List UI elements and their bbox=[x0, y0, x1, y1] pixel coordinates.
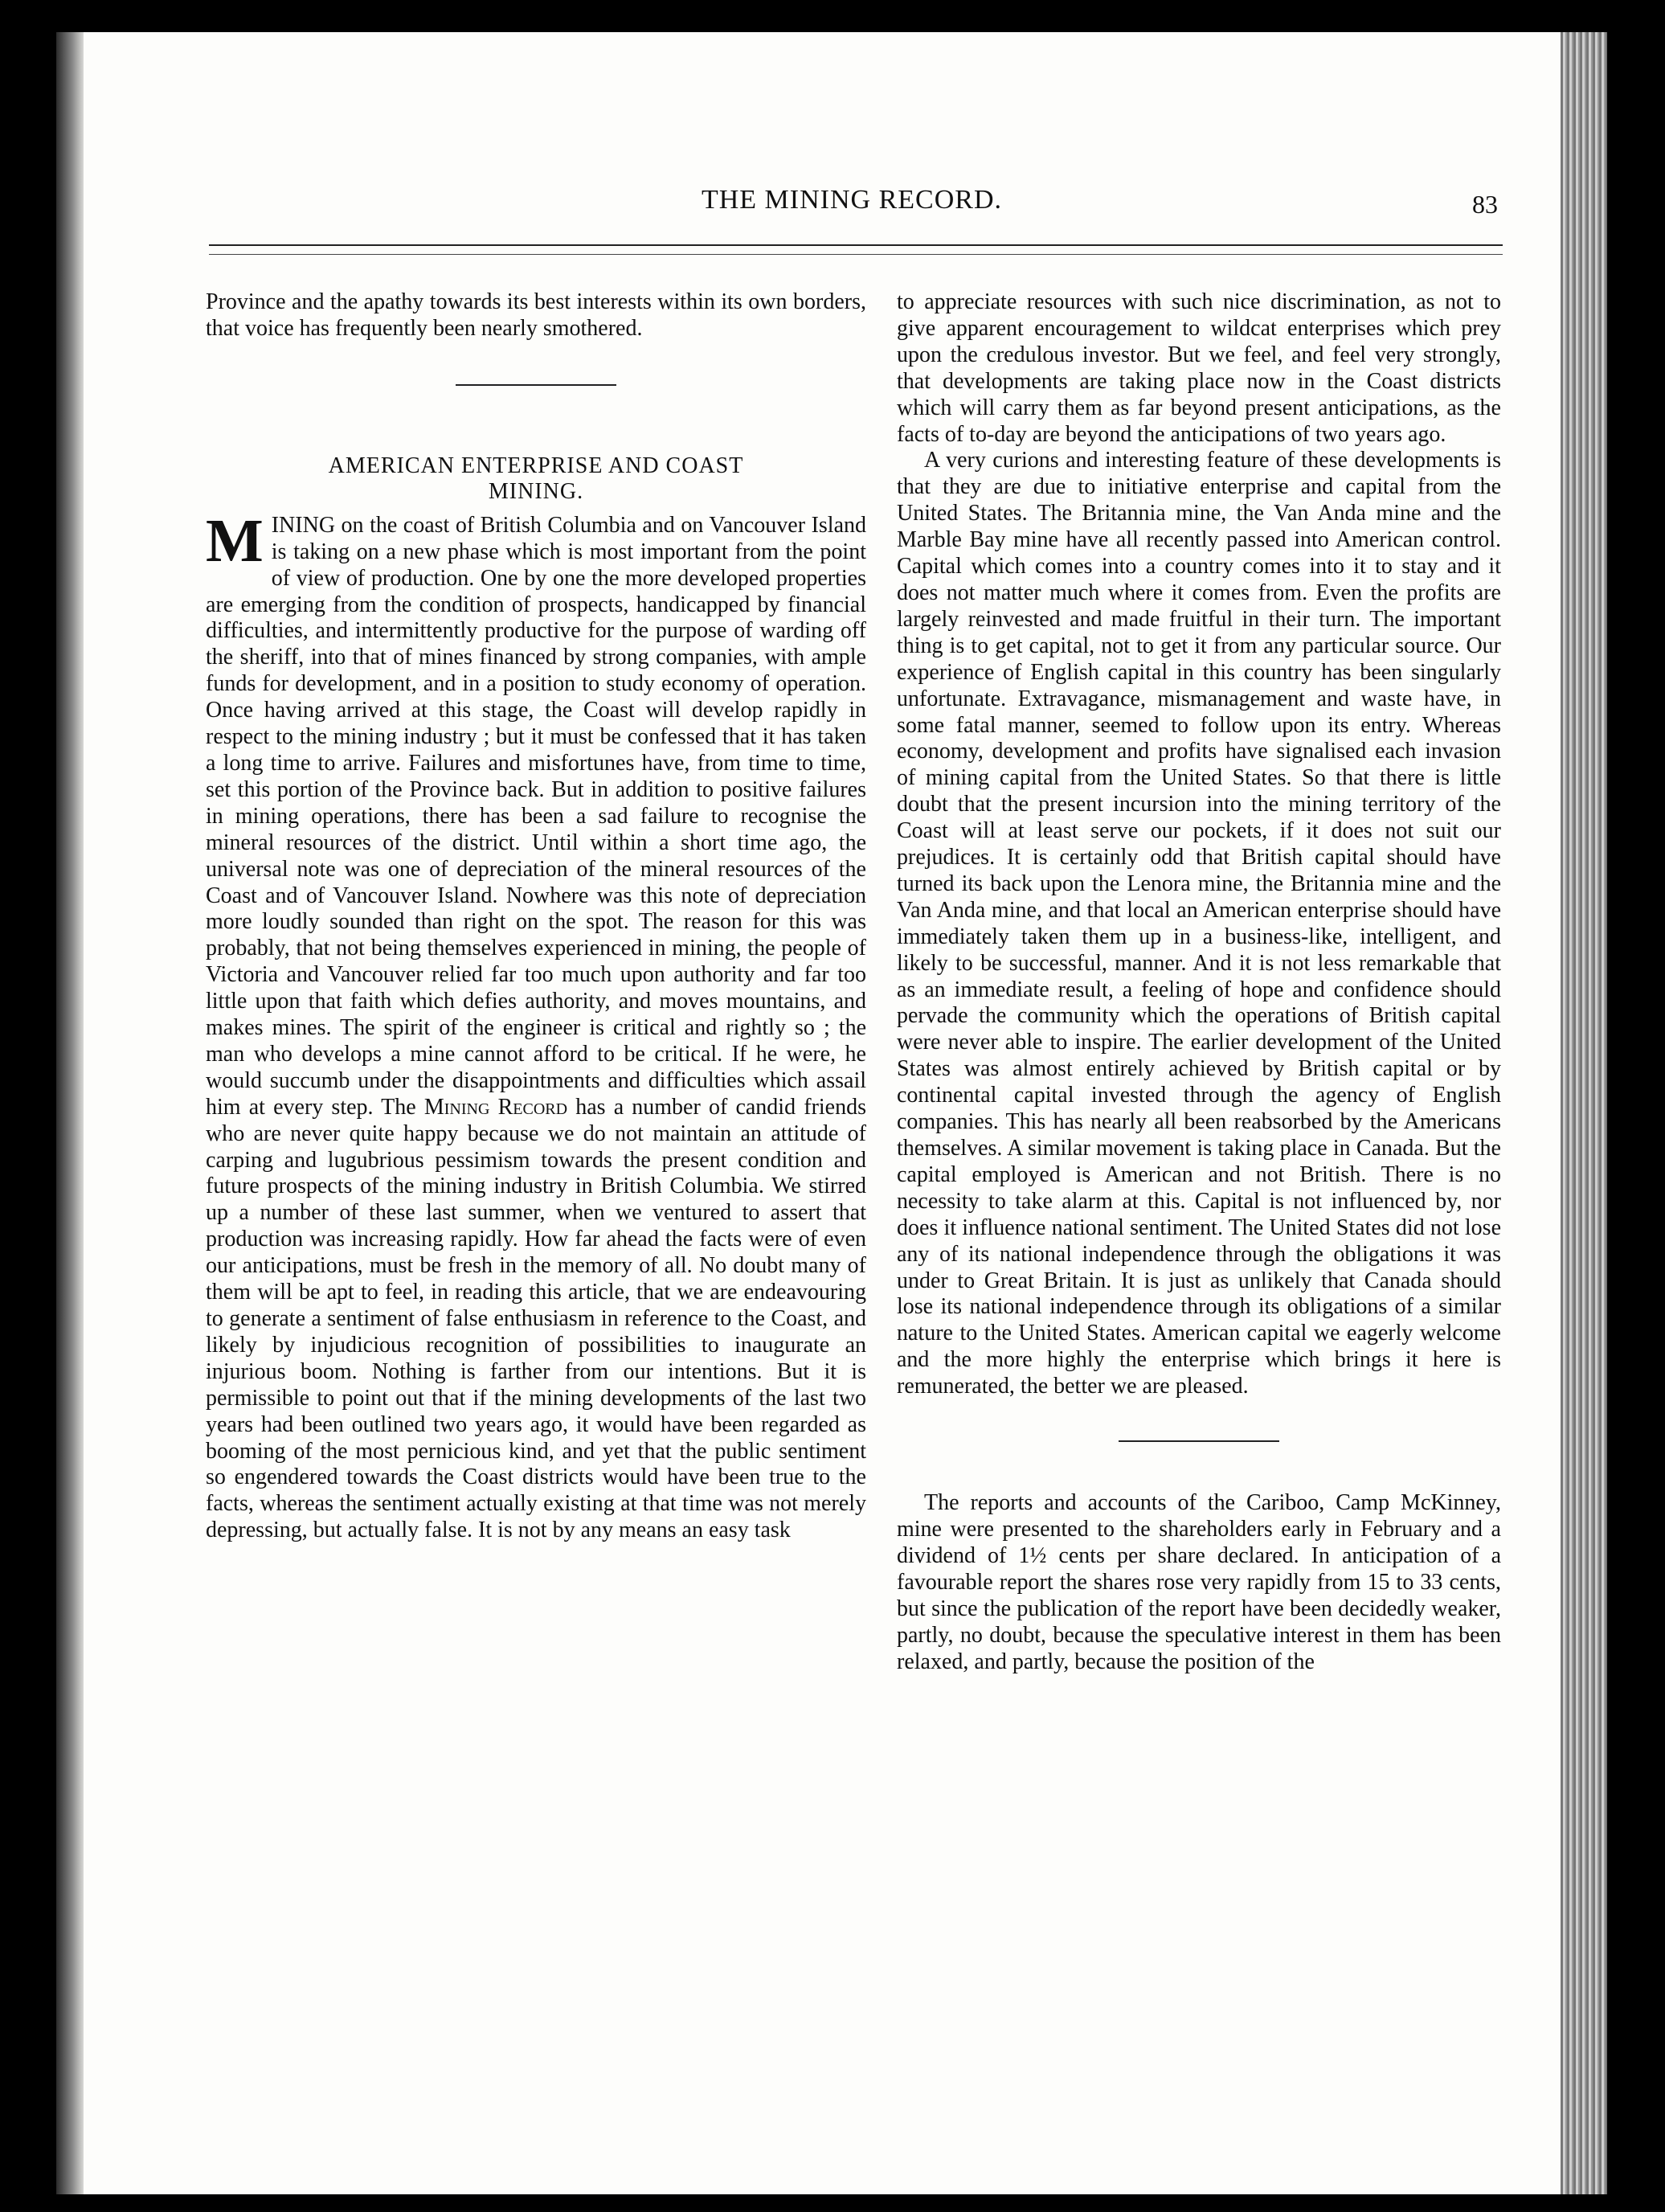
intro-paragraph: Province and the apathy towards its best interests within its own borders, that voice has frequently been nearly smothered. bbox=[206, 289, 866, 341]
cariboo-paragraph: The reports and accounts of the Cariboo, Camp McKinney, mine were presented to the shareholders early in February and a dividend of 1½ cents per share declared. In anticipation of a favourable report the shares rose very rapidly from 15 to 33 cents, but since the publication of the report have been decidedly weaker, partly, no doubt, because the speculative interest in them has been relaxed, and partly, because the position of the bbox=[897, 1490, 1501, 1674]
article-body-part2: has a number of candid friends who are never quite happy because we do not maintain an attitude of carping and lugubrious pessimism towards the present condition and future prospects of the mining industry in British Columbia. We stirred up a number of these last summer, when we ventured to assert that production was increasing rapidly. How far ahead the facts were of even our anticipations, must be fresh in the memory of all. No doubt many of them will be apt to feel, in reading this article, that we are endeavouring to generate a sentiment of false enthusiasm in reference to the Coast, and likely by injudicious recognition of possibilities to inaugurate an injurious boom. Nothing is farther from our intentions. But it is permissible to point out that if the mining developments of the last two years had been outlined two years ago, it would have been regarded as booming of the most pernicious kind, and yet that the public sentiment so engendered towards the Coast districts would have been true to the facts, whereas the sentiment actually existing at that time was not merely depressing, but actually false. It is not by any means an easy task bbox=[206, 1094, 866, 1543]
left-column bbox=[206, 289, 866, 1544]
book-spine-shadow bbox=[56, 32, 84, 2194]
article-body bbox=[206, 506, 866, 1544]
right-column bbox=[897, 289, 1501, 1675]
page-header bbox=[209, 185, 1498, 233]
running-title: THE MINING RECORD. bbox=[701, 185, 1003, 215]
page-edges bbox=[1561, 32, 1607, 2194]
article-body-part1: INING on the coast of British Columbia and on Vancouver Island is taking on a new phase which is most important from the point of view of production. One by one the more developed properties are emerging from the condition of prospects, handicapped by financial difficulties, and intermittently productive for the purpose of warding off the sheriff, into that of mines financed by strong companies, with ample funds for development, and in a position to study economy of operation. Once having arrived at this stage, the Coast will develop rapidly in respect to the mining industry ; but it must be confessed that it has taken a long time to arrive. Failures and misfortunes have, from time to time, set this portion of the Province back. But in addition to positive failures in mining operations, there has been a sad failure to recognise the mineral resources of the district. Until within a short time ago, the universal note was one of depreciation of the mineral resources of the Coast and of Vancouver Island. Nowhere was this note of depreciation more loudly sounded than right on the spot. The reason for this was probably, that not being themselves experienced in mining, the people of Victoria and Vancouver relied far too much upon authority and far too little upon that faith which defies authority, and moves mountains, and makes mines. The spirit of the engineer is critical and rightly so ; the man who develops a mine cannot afford to be critical. If he were, he would succumb under the disappointments and difficulties which assail him at every step. The bbox=[206, 512, 866, 1120]
american-capital-paragraph: A very curions and interesting feature of these developments is that they are due to initiative enterprise and capital from the United States. The Britannia mine, the Van Anda mine and the Marble Bay mine have all recently passed into American control. Capital which comes into a country comes into it to stay and it does not matter much where it comes from. Even the profits are largely reinvested and made fruitful in their turn. The important thing is to get capital, not to get it from any particular source. Our experience of English capital in this country has been singularly unfortunate. Extravagance, mismanagement and waste have, in some fatal manner, seemed to follow upon its entry. Whereas economy, development and profits have signalised each invasion of mining capital from the United States. So that there is little doubt that the present incursion into the mining territory of the Coast will at least serve our pockets, if it does not suit our prejudices. It is certainly odd that British capital should have turned its back upon the Lenora mine, the Britannia mine and the Van Anda mine, and that local an American enterprise should have immediately taken them up in a business-like, intelligent, and likely to be successful, manner. And it is not less remarkable that as an immediate result, a feeling of hope and confidence should pervade the community which the operations of British capital were never able to inspire. The earlier development of the United States was almost entirely achieved by British capital or by continental capital invested through the agency of English companies. This has nearly all been reabsorbed by the Americans themselves. A similar movement is taking place in Canada. But the capital employed is American and not British. There is no necessity to take alarm at this. Capital is not influenced by, nor does it influence national sentiment. The United States did not lose any of its national independence through the obligations it was under to Great Britain. It is just as unlikely that Canada should lose its national independence through its obligations of a similar nature to the United States. American capital we eagerly welcome and the more highly the enterprise which brings it here is remunerated, the better we are pleased. bbox=[897, 448, 1501, 1399]
article-heading-line2: MINING. bbox=[488, 478, 584, 504]
article-heading-line1: AMERICAN ENTERPRISE AND COAST bbox=[328, 453, 744, 478]
publication-name: Mining Record bbox=[423, 1094, 568, 1120]
page-number: 83 bbox=[1472, 190, 1498, 219]
section-divider bbox=[456, 384, 616, 386]
drop-cap: M bbox=[206, 506, 264, 575]
continued-paragraph: to appreciate resources with such nice discrimination, as not to give apparent encouragement to wildcat enterprises which prey upon the credulous investor. But we feel, and feel very strongly, that developments are taking place now in the Coast districts which will carry them as far beyond present anticipations, as the facts of to-day are beyond the anticipations of two years ago. bbox=[897, 289, 1501, 447]
header-rule bbox=[209, 244, 1503, 255]
article-heading bbox=[206, 453, 866, 505]
scanned-page bbox=[56, 32, 1607, 2194]
section-divider-right bbox=[1119, 1440, 1279, 1442]
